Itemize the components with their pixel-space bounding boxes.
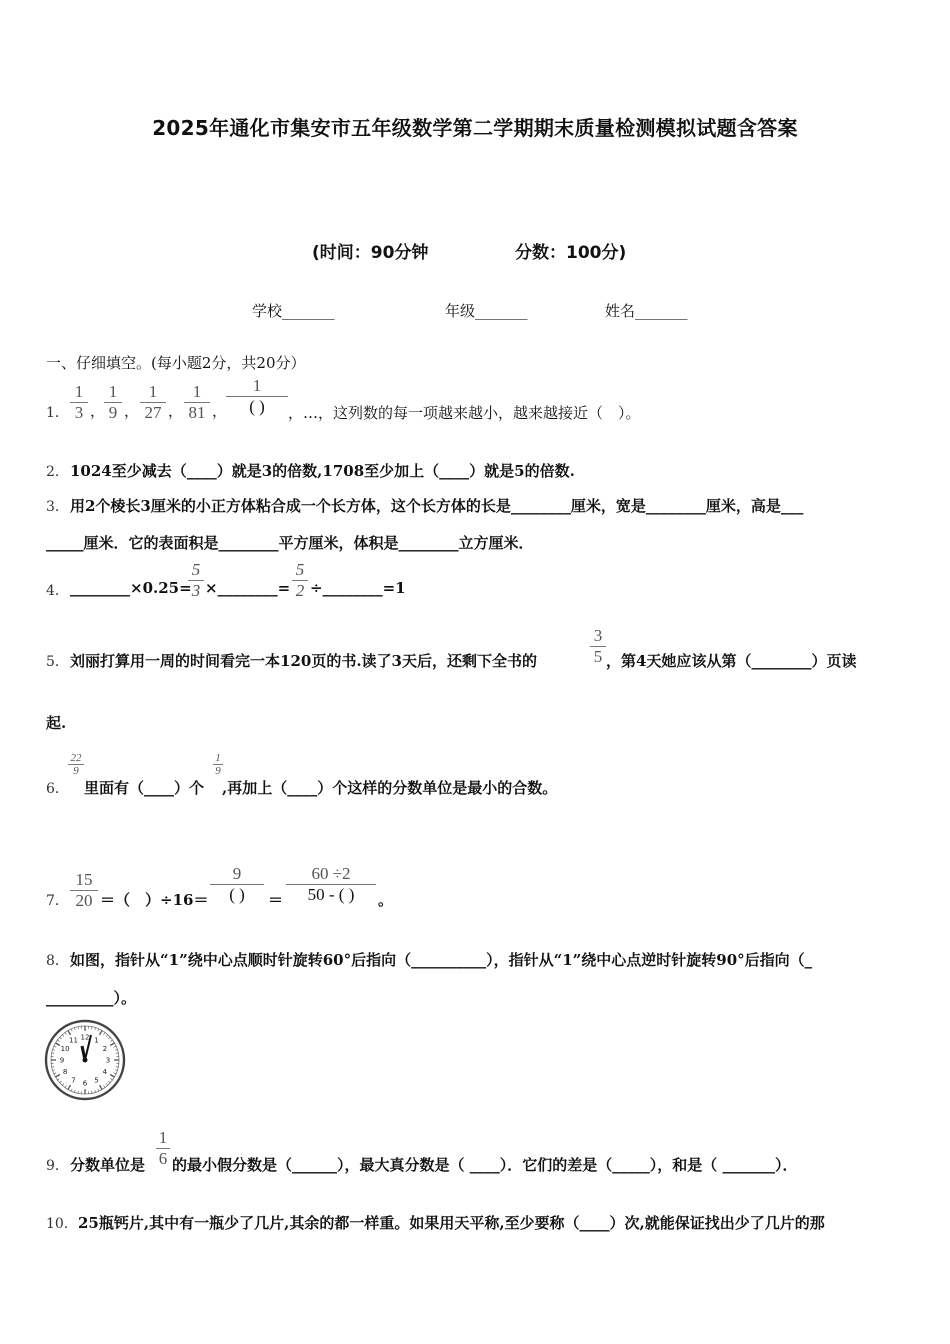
fraction: 22 9 [68, 752, 84, 777]
fraction: 1 81 [184, 382, 210, 423]
question-text: ，…，这列数的每一项越来越小，越来越接近（ ）。 [288, 404, 641, 422]
clock-number: 3 [105, 1056, 111, 1065]
fraction: 1 9 [213, 752, 223, 777]
question-text: 分数单位是 [70, 1156, 146, 1174]
question-text: ,再加上（____）个这样的分数单位是最小的合数。 [222, 779, 558, 797]
question-text: ，第4天她应该从第（________）页读 [606, 652, 857, 670]
question-text: 1024至少减去（____）就是3的倍数,1708至少加上（____）就是5的倍数. [70, 462, 575, 480]
question-text: 。 [378, 891, 394, 909]
fraction: 5 3 [188, 560, 204, 601]
question-text: _________）。 [46, 989, 137, 1007]
fraction: 9 ( ) [210, 864, 264, 905]
fraction: 60 ÷2 50 - ( ) [286, 864, 376, 905]
comma: ， [90, 402, 106, 420]
question-text: 的最小假分数是（______），最大真分数是（ ____）．它们的差是（_____），和是（ _______）． [172, 1156, 798, 1174]
question-text: 里面有（____）个 [84, 779, 205, 797]
grade-field: 年级_______ [445, 302, 528, 320]
fraction: 5 2 [292, 560, 308, 601]
question-number: 2． [46, 464, 69, 480]
clock-number: 9 [59, 1056, 65, 1065]
question-text: 刘丽打算用一周的时间看完一本120页的书.读了3天后，还剩下全书的 [70, 652, 537, 670]
question-text: 起. [46, 714, 67, 732]
question-text: _____厘米．它的表面积是________平方厘米，体积是________立方厘米． [46, 534, 534, 552]
question-text: ＝（ ）÷16＝ [100, 891, 209, 909]
fraction: 1 27 [140, 382, 166, 423]
comma: ， [168, 402, 184, 420]
comma: ， [212, 402, 228, 420]
question-number: 1． [46, 405, 69, 421]
question-text: ________×0.25= [70, 579, 192, 597]
clock-number: 6 [82, 1079, 88, 1088]
question-text: ＝ [268, 891, 284, 909]
school-field: 学校_______ [252, 302, 335, 320]
clock-number: 2 [102, 1045, 108, 1053]
clock-number: 8 [62, 1068, 68, 1076]
question-number: 6． [46, 781, 69, 797]
fraction: 15 20 [70, 870, 98, 911]
clock-figure [42, 1018, 128, 1104]
clock-number: 4 [102, 1068, 108, 1076]
question-text: 25瓶钙片,其中有一瓶少了几片,其余的都一样重。如果用天平称,至少要称（____）次,就能保证找出少了几片的那 [78, 1214, 825, 1232]
question-number: 5． [46, 654, 69, 670]
fraction: 1 3 [70, 382, 88, 423]
clock-number: 5 [94, 1076, 99, 1085]
name-field: 姓名_______ [605, 302, 688, 320]
question-text: 用2个棱长3厘米的小正方体粘合成一个长方体，这个长方体的长是________厘米，宽是________厘米，高是___ [70, 497, 804, 515]
exam-time: (时间：90分钟 [312, 243, 429, 263]
clock-number: 7 [71, 1076, 76, 1085]
clock-number: 1 [94, 1036, 99, 1045]
comma: ， [124, 402, 140, 420]
question-text: 如图，指针从“1”绕中心点顺时针旋转60°后指向（__________），指针从“1”绕中心点逆时针旋转90°后指向（_ [70, 951, 813, 969]
question-number: 3． [46, 499, 69, 515]
question-text: ÷________=1 [310, 579, 406, 597]
fraction: 1 6 [156, 1128, 170, 1169]
fraction: 3 5 [590, 626, 606, 667]
question-number: 9． [46, 1158, 69, 1174]
clock-number: 11 [69, 1036, 78, 1045]
question-number: 7． [46, 893, 69, 909]
page-title: 2025年通化市集安市五年级数学第二学期期末质量检测模拟试题含答案 [152, 116, 798, 140]
clock-number: 12 [80, 1033, 90, 1042]
clock-number: 10 [60, 1045, 70, 1053]
fraction: 1 9 [104, 382, 122, 423]
clock-center [83, 1058, 88, 1063]
question-number: 4． [46, 583, 69, 599]
question-number: 10． [46, 1216, 78, 1232]
exam-score: 分数：100分) [515, 243, 627, 263]
question-text: ×________= [205, 579, 291, 597]
section-heading: 一、仔细填空。(每小题2分，共20分） [46, 354, 306, 372]
fraction: 1 ( ) [226, 376, 288, 417]
question-number: 8． [46, 953, 69, 969]
